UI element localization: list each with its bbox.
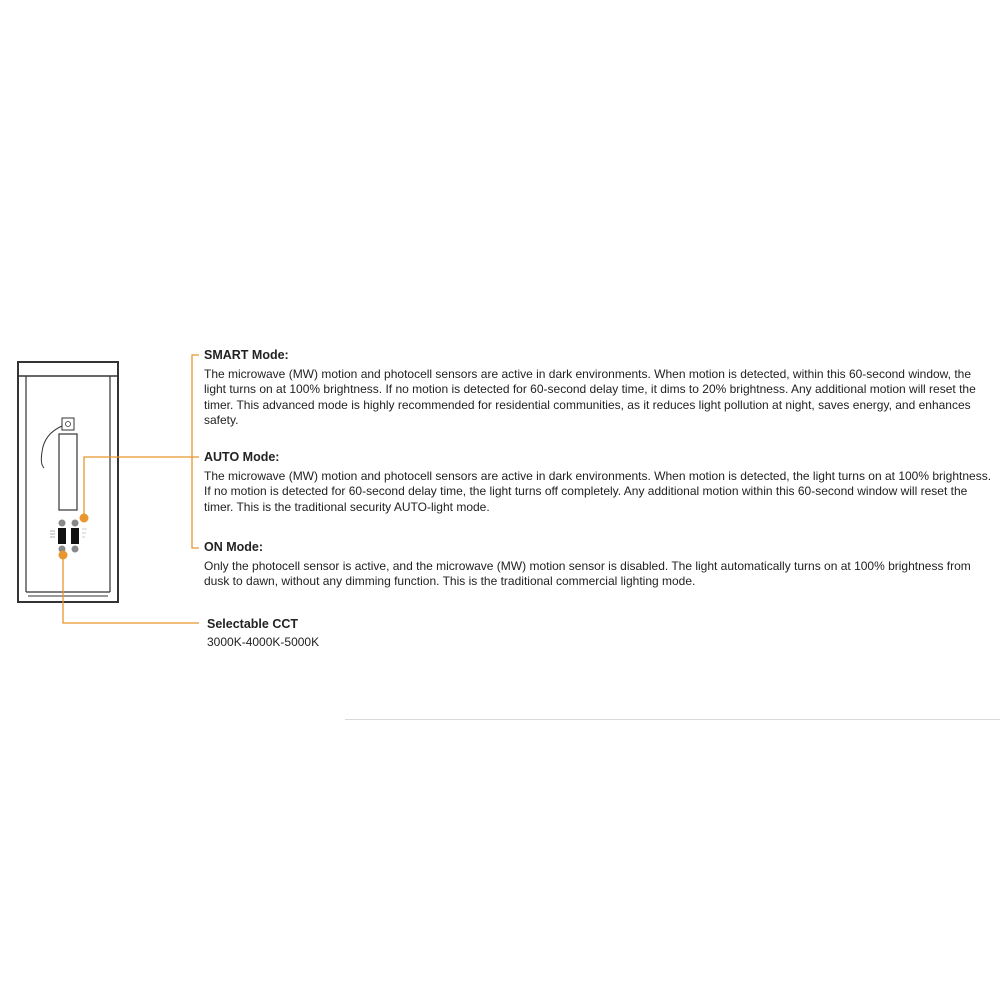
smart-mode-title: SMART Mode: bbox=[204, 348, 289, 362]
on-mode-block bbox=[204, 540, 994, 590]
photocell-sensor bbox=[62, 418, 74, 430]
smart-mode-description: The microwave (MW) motion and photocell sensors are active in dark environments. When motion is detected, within this 60-second window, the light turns on at 100% brightness. If no motion is detected for 60-second delay time, it dims to 20% brightness. Any additional motion will reset the timer. This advanced mode is highly recommended for residential communities, as it reduces light pollution at night, saves energy, and enhances safety. bbox=[204, 366, 976, 427]
smart-mode-block bbox=[204, 348, 994, 429]
divider bbox=[345, 719, 1000, 720]
auto-mode-description: The microwave (MW) motion and photocell sensors are active in dark environments. When motion is detected, the light turns on at 100% brightness. If no motion is detected for 60-second delay time, the light turns off completely. Any additional motion within this 60-second window will reset the timer. This is the traditional security AUTO-light mode. bbox=[204, 468, 992, 514]
cct-switch-marker bbox=[59, 551, 68, 560]
on-mode-description: Only the photocell sensor is active, and the microwave (MW) motion sensor is disabled. The light automatically turns on at 100% brightness from dusk to dawn, without any dimming function. This is the traditional commercial lighting mode. bbox=[204, 558, 971, 588]
cct-options: 3000K-4000K-5000K bbox=[207, 634, 320, 649]
mode-switch-marks bbox=[82, 529, 87, 537]
cct-switch-marks bbox=[50, 531, 55, 537]
cct-callout-line bbox=[63, 555, 199, 623]
auto-mode-block bbox=[204, 450, 994, 515]
cct-indicator-top bbox=[59, 520, 66, 527]
mode-switch-marker bbox=[80, 514, 89, 523]
mode-switch[interactable] bbox=[71, 528, 79, 544]
auto-mode-title: AUTO Mode: bbox=[204, 450, 280, 464]
photocell-lens-icon bbox=[66, 422, 71, 427]
auto-callout-line bbox=[84, 457, 199, 518]
on-mode-title: ON Mode: bbox=[204, 540, 264, 554]
cct-switch[interactable] bbox=[58, 528, 66, 544]
smart-callout-line bbox=[192, 355, 199, 548]
fixture-device bbox=[18, 362, 118, 602]
cct-title: Selectable CCT bbox=[207, 617, 299, 631]
mode-indicator-bottom bbox=[72, 546, 79, 553]
mode-indicator-top bbox=[72, 520, 79, 527]
fixture-outline bbox=[18, 362, 118, 602]
microwave-sensor-window bbox=[59, 434, 77, 510]
callout-lines bbox=[63, 355, 199, 623]
cct-block bbox=[207, 617, 507, 650]
